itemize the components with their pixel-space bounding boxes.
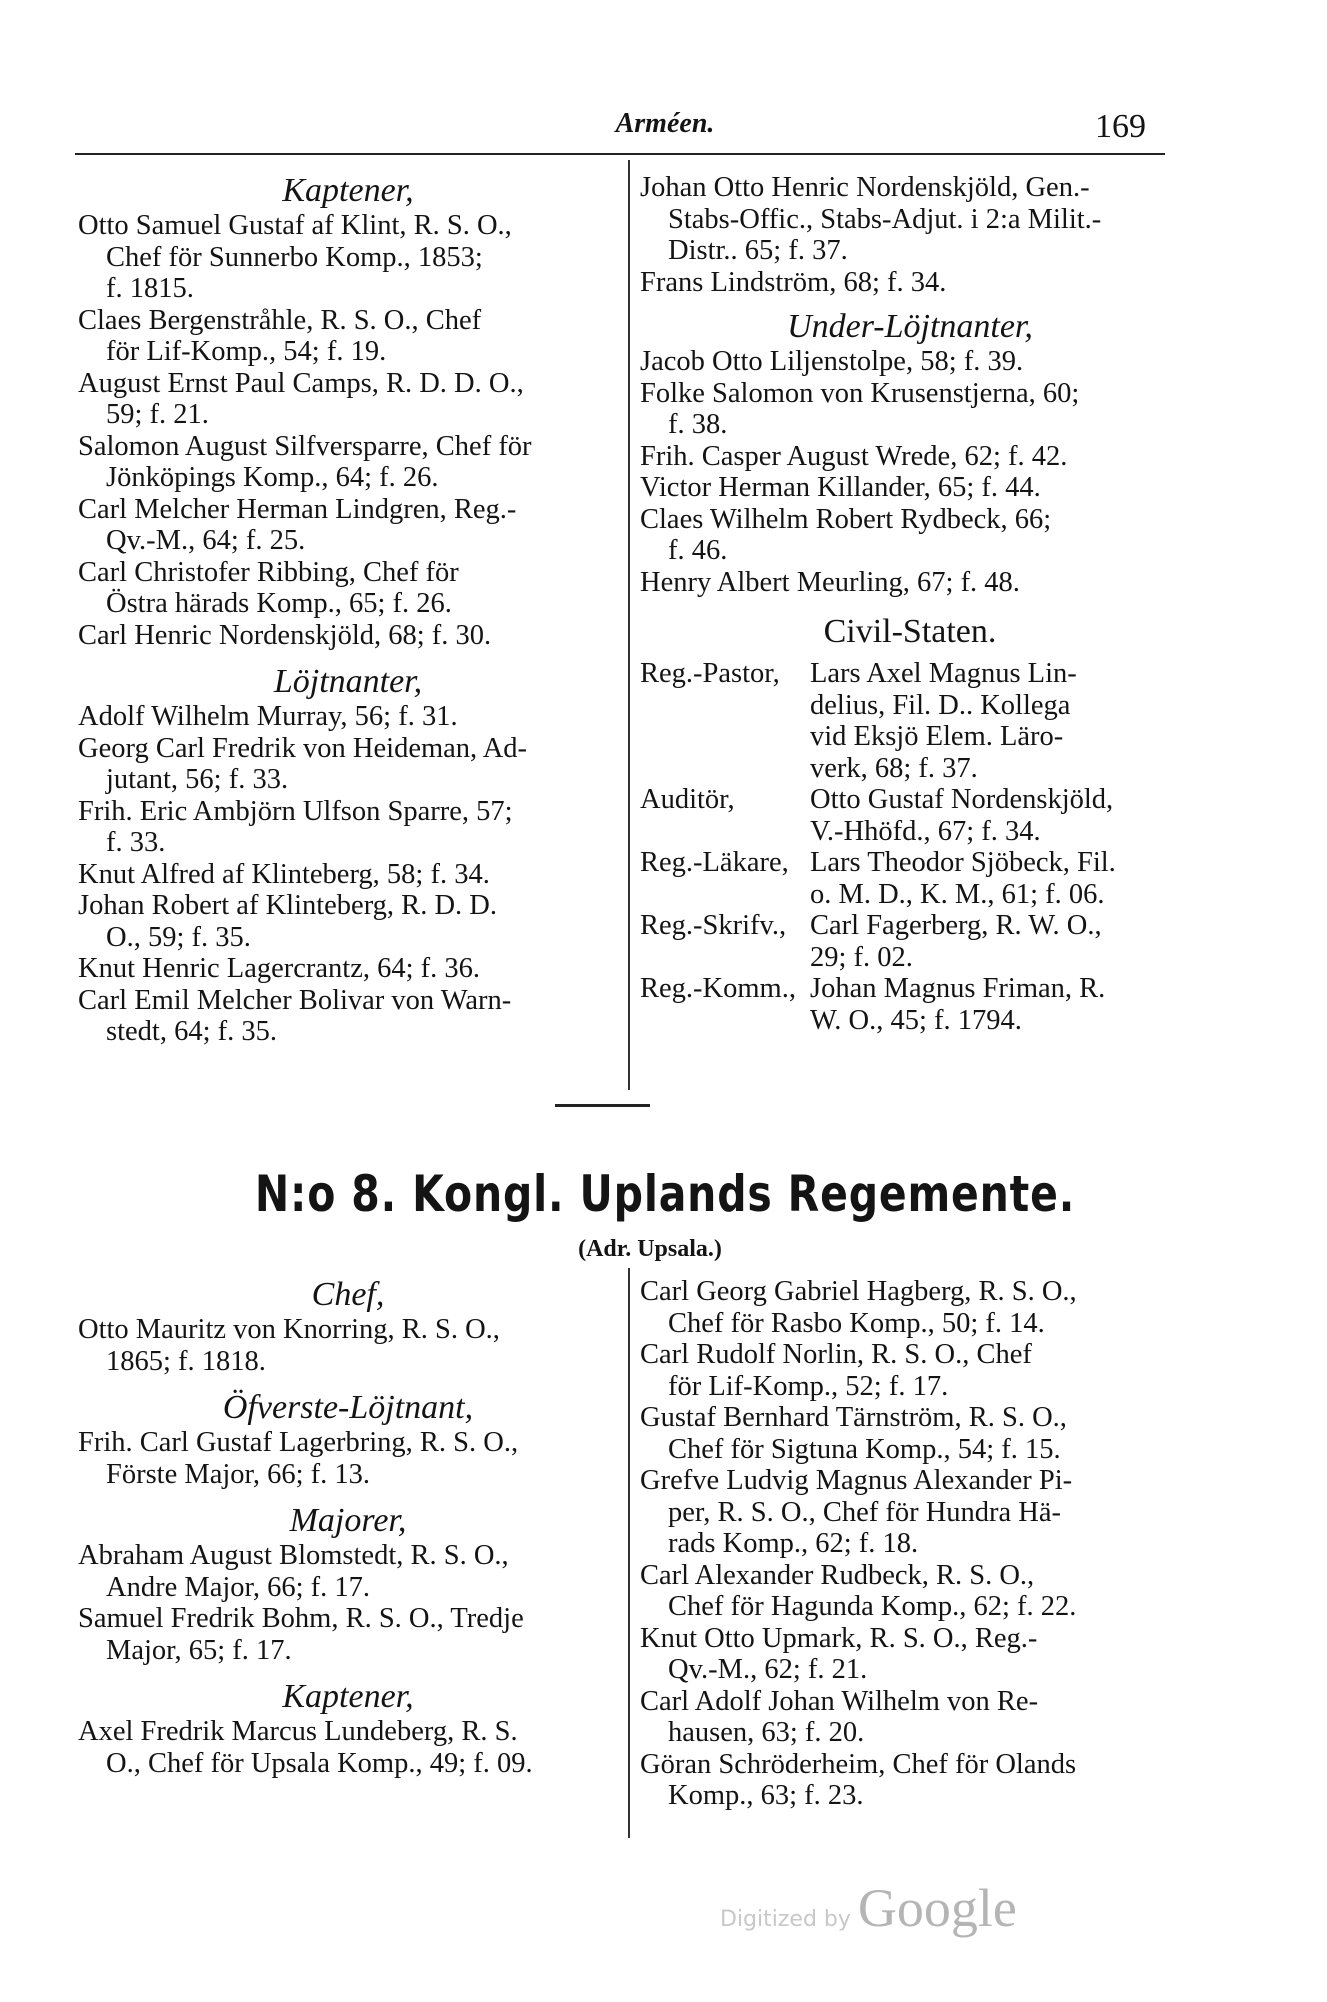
civil-staff-line: 29; f. 02. [810, 941, 913, 973]
civil-staff-line: Lars Axel Magnus Lin- [810, 658, 1077, 689]
list-entry [78, 890, 618, 953]
entry-line: Frans Lindström, 68; f. 34. [640, 266, 947, 298]
column-divider-bottom [628, 1268, 630, 1838]
civil-staff-row [640, 910, 1180, 973]
entry-line: Georg Carl Fredrik von Heideman, Ad- [78, 732, 528, 764]
entry-continuation-line: Chef för Sigtuna Komp., 54; f. 15. [668, 1433, 1061, 1465]
column-divider-top [628, 160, 630, 1090]
list-entry [640, 1560, 1180, 1623]
entry-continuation-line: Chef för Rasbo Komp., 50; f. 14. [668, 1307, 1045, 1339]
civil-staff-text [810, 658, 1180, 784]
kaptener-heading-2: Kaptener, [282, 1678, 414, 1715]
kaptener-list-2 [78, 1716, 618, 1779]
civil-staff-text [810, 910, 1180, 973]
civil-staff-line: verk, 68; f. 37. [810, 752, 978, 784]
entry-line: Jacob Otto Liljenstolpe, 58; f. 39. [640, 346, 1024, 377]
civil-staff-line: vid Eksjö Elem. Läro- [810, 721, 1064, 752]
watermark-prefix: Digitized by [720, 1907, 851, 1932]
entry-continuation-line: Andre Major, 66; f. 17. [106, 1571, 371, 1603]
kaptener-heading: Kaptener, [282, 172, 414, 209]
list-entry [78, 733, 618, 796]
entry-continuation-line: 1865; f. 1818. [106, 1345, 266, 1377]
civil-staff-line: Johan Magnus Friman, R. [810, 973, 1106, 1004]
list-entry [78, 494, 618, 557]
entry-continuation-line: f. 46. [668, 535, 728, 566]
entry-continuation-line: Förste Major, 66; f. 13. [106, 1458, 371, 1490]
header-rule [75, 153, 1165, 155]
entry-continuation-line: hausen, 63; f. 20. [668, 1717, 865, 1748]
list-entry [640, 1339, 1180, 1402]
majorer-heading: Majorer, [289, 1502, 407, 1539]
entry-line: Carl Adolf Johan Wilhelm von Re- [640, 1685, 1039, 1717]
section-title: N:o 8. Kongl. Uplands Regemente. [254, 1165, 1076, 1223]
list-entry [78, 701, 618, 733]
entry-line: Carl Alexander Rudbeck, R. S. O., [640, 1559, 1035, 1591]
civil-staff-text [810, 973, 1180, 1036]
civil-staff-row [640, 847, 1180, 910]
lojtnanter-list [78, 701, 618, 1048]
list-entry [640, 1276, 1180, 1339]
entry-continuation-line: Chef för Hagunda Komp., 62; f. 22. [668, 1591, 1077, 1622]
civil-staff-row [640, 973, 1180, 1036]
civil-staff-line: W. O., 45; f. 1794. [810, 1004, 1022, 1036]
bottom-right-list [640, 1276, 1180, 1812]
list-entry [640, 378, 1180, 441]
entry-line: Victor Herman Killander, 65; f. 44. [640, 472, 1041, 503]
civil-staff-title: Reg.-Läkare, [640, 847, 789, 878]
ofverste-heading: Öfverste-Löjtnant, [222, 1389, 474, 1426]
kaptener-list [78, 210, 618, 651]
top-left-column [78, 172, 618, 1048]
section-address: (Adr. Upsala.) [578, 1236, 722, 1262]
entry-line: Henry Albert Meurling, 67; f. 48. [640, 566, 1020, 598]
list-entry [78, 796, 618, 859]
list-entry [78, 620, 618, 652]
list-entry [640, 567, 1180, 599]
entry-line: Abraham August Blomstedt, R. S. O., [78, 1540, 509, 1571]
entry-line: Carl Emil Melcher Bolivar von Warn- [78, 984, 512, 1016]
entry-continuation-line: Distr.. 65; f. 37. [668, 235, 848, 266]
entry-continuation-line: f. 1815. [106, 273, 194, 304]
entry-line: Carl Christofer Ribbing, Chef för [78, 556, 459, 588]
list-entry [640, 441, 1180, 473]
lead-list [640, 172, 1180, 298]
entry-continuation-line: O., 59; f. 35. [106, 921, 251, 953]
entry-line: Carl Rudolf Norlin, R. S. O., Chef [640, 1339, 1032, 1370]
list-entry [640, 1686, 1180, 1749]
entry-line: Carl Georg Gabriel Hagberg, R. S. O., [640, 1276, 1077, 1307]
list-entry [78, 431, 618, 494]
chef-heading: Chef, [311, 1276, 385, 1313]
civil-staff-line: Otto Gustaf Nordenskjöld, [810, 784, 1114, 815]
entry-line: Carl Melcher Herman Lindgren, Reg.- [78, 493, 517, 525]
entry-line: Johan Robert af Klinteberg, R. D. D. [78, 890, 497, 921]
entry-continuation-line: f. 38. [668, 409, 728, 440]
entry-line: Carl Henric Nordenskjöld, 68; f. 30. [78, 619, 492, 651]
top-right-column [640, 172, 1180, 1036]
list-entry [78, 953, 618, 985]
lojtnanter-heading: Löjtnanter, [273, 663, 423, 700]
list-entry [78, 859, 618, 891]
ofverste-list [78, 1427, 618, 1490]
entry-line: Frih. Casper August Wrede, 62; f. 42. [640, 440, 1068, 472]
bottom-right-column [640, 1276, 1180, 1812]
civil-staff-line: Lars Theodor Sjöbeck, Fil. [810, 847, 1116, 878]
entry-continuation-line: Östra härads Komp., 65; f. 26. [106, 588, 452, 619]
entry-continuation-line: O., Chef för Upsala Komp., 49; f. 09. [106, 1747, 533, 1779]
civil-staff-title: Reg.-Komm., [640, 973, 796, 1004]
entry-line: Göran Schröderheim, Chef för Olands [640, 1748, 1077, 1780]
list-entry [640, 267, 1180, 299]
entry-line: Axel Fredrik Marcus Lundeberg, R. S. [78, 1716, 518, 1747]
list-entry [78, 210, 618, 305]
entry-continuation-line: f. 33. [106, 827, 166, 858]
list-entry [640, 1749, 1180, 1812]
list-entry [78, 1603, 618, 1666]
entry-continuation-line: för Lif-Komp., 54; f. 19. [106, 336, 387, 367]
list-entry [78, 1314, 618, 1377]
entry-continuation-line: Qv.-M., 62; f. 21. [668, 1654, 868, 1685]
entry-line: Folke Salomon von Krusenstjerna, 60; [640, 377, 1080, 409]
entry-continuation-line: stedt, 64; f. 35. [106, 1016, 277, 1047]
list-entry [78, 1540, 618, 1603]
entry-line: Johan Otto Henric Nordenskjöld, Gen.- [640, 172, 1090, 203]
civil-staff-title: Reg.-Skrifv., [640, 910, 787, 941]
list-entry [78, 368, 618, 431]
entry-continuation-line: Chef för Sunnerbo Komp., 1853; [106, 241, 483, 273]
civil-staff-text [810, 784, 1180, 847]
chef-list [78, 1314, 618, 1377]
entry-continuation-line: jutant, 56; f. 33. [106, 764, 289, 795]
entry-line: Otto Mauritz von Knorring, R. S. O., [78, 1314, 500, 1345]
entry-continuation-line: 59; f. 21. [106, 399, 209, 430]
civil-staff-line: V.-Hhöfd., 67; f. 34. [810, 815, 1041, 847]
entry-line: Knut Otto Upmark, R. S. O., Reg.- [640, 1622, 1038, 1654]
entry-line: Grefve Ludvig Magnus Alexander Pi- [640, 1465, 1073, 1496]
entry-continuation-line: för Lif-Komp., 52; f. 17. [668, 1370, 949, 1402]
list-entry [78, 305, 618, 368]
under-lojtnanter-heading: Under-Löjtnanter, [787, 308, 1033, 345]
list-entry [640, 472, 1180, 504]
entry-line: Claes Wilhelm Robert Rydbeck, 66; [640, 503, 1052, 535]
running-header: Arméen. [615, 108, 715, 139]
list-entry [640, 346, 1180, 378]
entry-continuation-line: Major, 65; f. 17. [106, 1634, 292, 1666]
entry-continuation-line: Qv.-M., 64; f. 25. [106, 525, 306, 556]
civil-staten-list [640, 658, 1180, 1036]
entry-continuation-line: rads Komp., 62; f. 18. [668, 1528, 919, 1559]
bottom-left-column [78, 1276, 618, 1779]
under-lojtnanter-list [640, 346, 1180, 598]
list-entry [78, 1427, 618, 1490]
entry-line: Knut Henric Lagercrantz, 64; f. 36. [78, 953, 481, 984]
list-entry [640, 1402, 1180, 1465]
list-entry [78, 985, 618, 1048]
majorer-list [78, 1540, 618, 1666]
list-entry [78, 557, 618, 620]
entry-continuation-line: Komp., 63; f. 23. [668, 1780, 864, 1811]
civil-staff-line: delius, Fil. D.. Kollega [810, 689, 1071, 721]
civil-staff-row [640, 784, 1180, 847]
civil-staff-title: Reg.-Pastor, [640, 658, 780, 689]
digitized-watermark [720, 1877, 1017, 1939]
entry-continuation-line: per, R. S. O., Chef för Hundra Hä- [668, 1496, 1062, 1528]
watermark-brand: Google [857, 1878, 1017, 1938]
entry-continuation-line: Stabs-Offic., Stabs-Adjut. i 2:a Milit.- [668, 203, 1102, 235]
section-separator [555, 1104, 650, 1107]
list-entry [640, 504, 1180, 567]
entry-line: Gustaf Bernhard Tärnström, R. S. O., [640, 1402, 1067, 1433]
list-entry [640, 1465, 1180, 1560]
entry-line: Otto Samuel Gustaf af Klint, R. S. O., [78, 210, 512, 241]
civil-staff-line: Carl Fagerberg, R. W. O., [810, 910, 1102, 941]
civil-staff-text [810, 847, 1180, 910]
list-entry [640, 1623, 1180, 1686]
entry-line: Frih. Eric Ambjörn Ulfson Sparre, 57; [78, 795, 513, 827]
entry-line: Knut Alfred af Klinteberg, 58; f. 34. [78, 858, 490, 890]
entry-line: Salomon August Silfversparre, Chef för [78, 430, 532, 462]
civil-staff-title: Auditör, [640, 784, 735, 815]
list-entry [78, 1716, 618, 1779]
entry-line: Frih. Carl Gustaf Lagerbring, R. S. O., [78, 1427, 519, 1458]
civil-staff-row [640, 658, 1180, 784]
entry-line: Samuel Fredrik Bohm, R. S. O., Tredje [78, 1603, 524, 1634]
civil-staten-heading: Civil-Staten. [823, 613, 997, 650]
civil-staff-line: o. M. D., K. M., 61; f. 06. [810, 878, 1105, 910]
entry-line: Adolf Wilhelm Murray, 56; f. 31. [78, 701, 458, 732]
entry-continuation-line: Jönköpings Komp., 64; f. 26. [106, 462, 439, 493]
entry-line: Claes Bergenstråhle, R. S. O., Chef [78, 304, 482, 336]
page-number: 169 [1095, 108, 1146, 145]
list-entry [640, 172, 1180, 267]
entry-line: August Ernst Paul Camps, R. D. D. O., [78, 367, 524, 399]
